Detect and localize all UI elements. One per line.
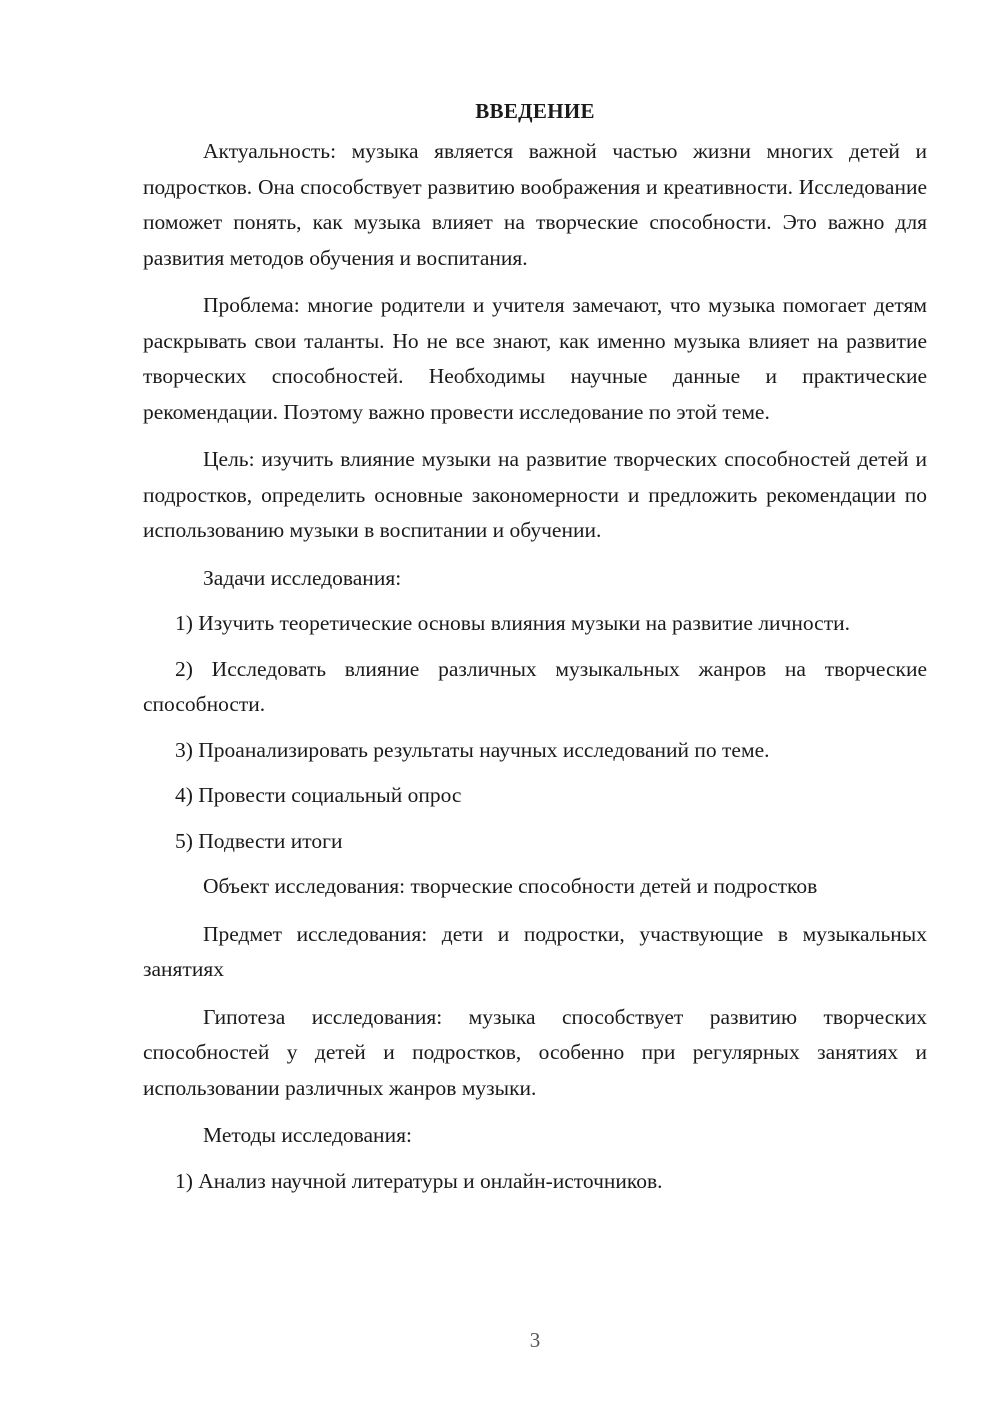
methods-label: Методы исследования: (203, 1123, 412, 1147)
problem-paragraph: Проблема: многие родители и учителя замечают, что музыка помогает детям раскрывать свои таланты. Но не все знают, как именно музыка влияет на развитие творческих способностей. Необходимы научные данные и практические рекомендации. Поэтому важно провести исследование по этой теме. (143, 293, 927, 424)
task-item: 5) Подвести итоги (175, 828, 343, 853)
subject-paragraph: Предмет исследования: дети и подростки, участвующие в музыкальных занятиях (143, 921, 927, 981)
method-item: 1) Анализ научной литературы и онлайн-источников. (175, 1168, 663, 1193)
page-number: 3 (529, 1328, 541, 1352)
document-page (143, 96, 927, 1209)
section-heading: ВВЕДЕНИЕ (475, 99, 595, 123)
tasks-label: Задачи исследования: (203, 565, 402, 590)
relevance-paragraph: Актуальность: музыка является важной частью жизни многих детей и подростков. Она способствует развитию воображения и креативности. Исследование поможет понять, как музыка влияет на творческие способности. Это важно для развития методов обучения и воспитания. (143, 139, 927, 270)
goal-paragraph: Цель: изучить влияние музыки на развитие творческих способностей детей и подростков, определить основные закономерности и предложить рекомендации по использованию музыки в воспитании и обучении. (143, 447, 927, 542)
hypothesis-paragraph: Гипотеза исследования: музыка способствует развитию творческих способностей у детей и подростков, особенно при регулярных занятиях и использовании различных жанров музыки. (143, 1004, 927, 1100)
object-paragraph: Объект исследования: творческие способности детей и подростков (203, 874, 818, 898)
task-item: 4) Провести социальный опрос (175, 783, 462, 807)
task-item: 1) Изучить теоретические основы влияния музыки на развитие личности. (175, 611, 850, 635)
task-item: 2) Исследовать влияние различных музыкальных жанров на творческие способности. (143, 656, 927, 716)
task-item: 3) Проанализировать результаты научных исследований по теме. (175, 737, 770, 762)
